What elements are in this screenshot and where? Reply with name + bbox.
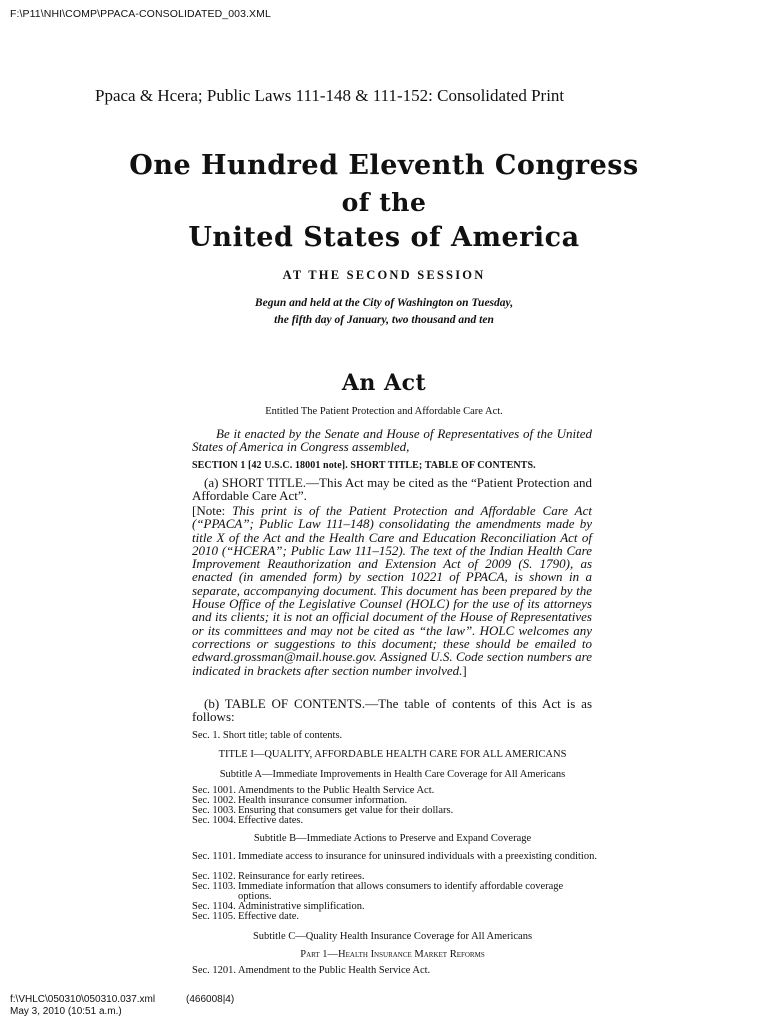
- an-act-heading: An Act: [341, 370, 427, 396]
- short-title-label: (a) SHORT TITLE.: [204, 475, 307, 490]
- toc-entry: [192, 852, 602, 862]
- toc-entry-text: Immediate access to insurance for uninsured individuals with a preexisting condition.: [238, 851, 597, 862]
- toc-subtitle-c: Subtitle C—Quality Health Insurance Coverage for All Americans: [252, 931, 533, 942]
- note-text: This print is of the Patient Protection and Affordable Care Act (“PPACA”; Public Law 111–148) consolidating the amendments made by title X of the Act and the Health Care and Education Reconciliation Act of 2010 (“HCERA”; Public Law 111–152). The text of the Indian Health Care Improvement Reauthorization and Extension Act of 2009 (S. 1790), as enacted (in amended form) by section 10221 of PPACA, is shown in a separate, accompanying document. This document has been prepared by the House Office of the Legislative Counsel (HOLC) for the use of its attorneys and its clients; it is not an official document of the House of Representatives or its committees and may not be cited as “the law”. HOLC welcomes any corrections or suggestions to this document; these should be emailed to edward.grossman@mail.house.gov. Assigned U.S. Code section numbers are indicated in brackets after section number involved.: [192, 503, 592, 678]
- enacting-clause: Be it enacted by the Senate and House of Representatives of the United States of America in Congress assembled,: [192, 426, 592, 455]
- toc-label: (b) TABLE OF CONTENTS.: [204, 696, 366, 711]
- toc-entry-num: Sec. 1003.: [192, 805, 237, 816]
- toc-intro: [192, 697, 592, 724]
- toc-entry-num: Sec. 1001.: [192, 785, 237, 796]
- begun-line-2: the fifth day of January, two thousand and ten: [274, 314, 494, 326]
- file-path-header: F:\P11\NHI\COMP\PPACA-CONSOLIDATED_003.XML: [10, 8, 271, 20]
- toc-entry-num: Sec. 1103.: [192, 881, 236, 892]
- congress-country: United States of America: [188, 222, 580, 253]
- act-entitled: Entitled The Patient Protection and Affordable Care Act.: [265, 406, 503, 417]
- toc-entry-text: Immediate information that allows consumers to identify affordable coverage options.: [238, 881, 564, 903]
- note-open: [Note:: [192, 503, 233, 518]
- short-title-paragraph: [192, 476, 592, 503]
- toc-entry-num: Sec. 1004.: [192, 815, 237, 826]
- toc-subtitle-b: Subtitle B—Immediate Actions to Preserve and Expand Coverage: [253, 833, 532, 844]
- toc-entry-num: Sec. 1201.: [192, 965, 237, 976]
- toc-entry-num: Sec. 1102.: [192, 871, 236, 882]
- toc-entry-text: Health insurance consumer information.: [238, 795, 408, 806]
- consolidation-note: [192, 504, 592, 677]
- toc-entry-num: Sec. 1002.: [192, 795, 237, 806]
- toc-entry-text: Amendment to the Public Health Service Act.: [238, 965, 431, 976]
- congress-of-the: of the: [341, 188, 427, 217]
- print-title: Ppaca & Hcera; Public Laws 111-148 & 111-152: Consolidated Print: [95, 86, 565, 105]
- footer-file-path: f:\VHLC\050310\050310.037.xml: [10, 994, 156, 1005]
- toc-entry-text: Ensuring that consumers get value for their dollars.: [238, 805, 454, 816]
- toc-entry: [192, 912, 602, 922]
- session-heading: AT THE SECOND SESSION: [282, 268, 486, 282]
- toc-entry-text: Reinsurance for early retirees.: [238, 871, 365, 882]
- section-1-heading: SECTION 1 [42 U.S.C. 18001 note]. SHORT TITLE; TABLE OF CONTENTS.: [192, 460, 536, 471]
- toc-part-1: Part 1—Health Insurance Market Reforms: [300, 949, 485, 960]
- toc-entry-text: Administrative simplification.: [238, 901, 365, 912]
- toc-entry-num: Sec. 1104.: [192, 901, 236, 912]
- toc-entry-text: Effective dates.: [238, 815, 304, 826]
- short-title-text: —This Act may be cited as the “Patient Protection and Affordable Care Act”.: [192, 475, 592, 504]
- toc-entry: [192, 882, 602, 903]
- toc-entry-text: Amendments to the Public Health Service Act.: [238, 785, 435, 796]
- toc-entry-num: Sec. 1101.: [192, 851, 236, 862]
- toc-sec-1: Sec. 1. Short title; table of contents.: [192, 730, 343, 741]
- begun-line-1: Begun and held at the City of Washington on Tuesday,: [254, 297, 514, 309]
- toc-entry-num: Sec. 1105.: [192, 911, 236, 922]
- toc-entry: [192, 816, 602, 826]
- footer-code: (466008|4): [186, 994, 235, 1005]
- toc-entry: [192, 966, 602, 976]
- toc-title-1: TITLE I—QUALITY, AFFORDABLE HEALTH CARE FOR ALL AMERICANS: [218, 749, 567, 760]
- congress-title: One Hundred Eleventh Congress: [129, 150, 639, 181]
- toc-subtitle-a: Subtitle A—Immediate Improvements in Health Care Coverage for All Americans: [219, 769, 566, 780]
- toc-text: —The table of contents of this Act is as follows:: [192, 696, 592, 725]
- footer-date: May 3, 2010 (10:51 a.m.): [10, 1006, 122, 1017]
- toc-entry-text: Effective date.: [238, 911, 300, 922]
- note-close: ]: [462, 662, 467, 678]
